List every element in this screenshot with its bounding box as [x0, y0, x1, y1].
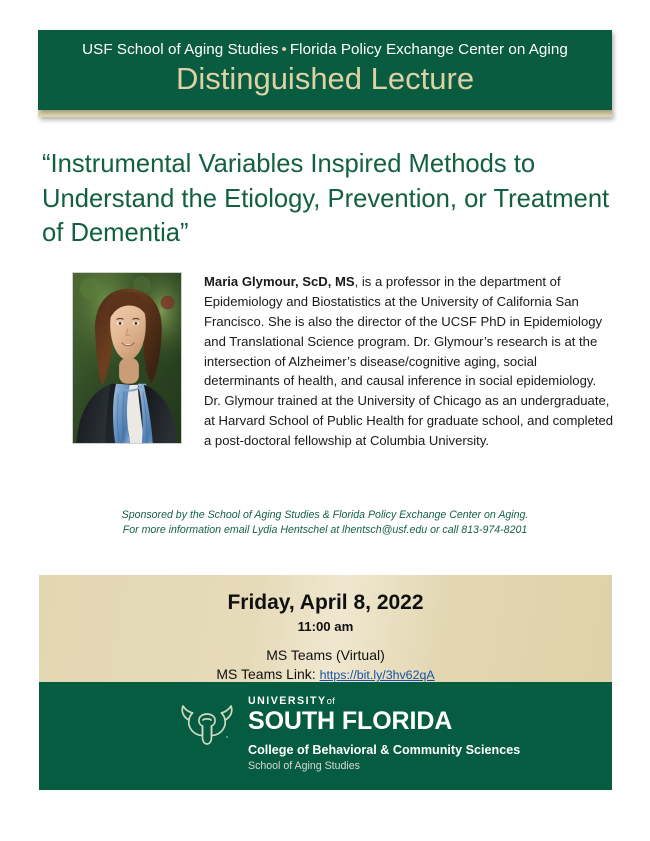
header-accent-rule: [38, 110, 612, 117]
of-word: of: [326, 696, 335, 707]
speaker-section: [72, 272, 617, 451]
event-platform: MS Teams (Virtual): [266, 646, 385, 663]
usf-branding: [179, 696, 520, 773]
sponsor-note: [0, 508, 650, 539]
speaker-bio-body: , is a professor in the department of Epidemiology and Biostatistics at the University of California San Francisco. She is also the director of the UCSF PhD in Epidemiology and Translational Science program. Dr. Glymour’s research is at the intersection of Alzheimer’s disease/cognitive aging, social determinants of health, and causal inference in social epidemiology. Dr. Glymour trained at the University of Chicago as an undergraduate, at Harvard School of Public Health for graduate school, and completed a post-doctoral fellowship at Columbia University.: [204, 274, 614, 449]
usf-wordmark: [248, 696, 520, 773]
header-org-right: Florida Policy Exchange Center on Aging: [289, 41, 568, 58]
college-name: College of Behavioral & Community Sciences: [248, 742, 521, 757]
header-org-left: USF School of Aging Studies: [82, 41, 279, 58]
ms-teams-link[interactable]: https://bit.ly/3hv62qA: [319, 668, 435, 683]
south-florida-wordmark: SOUTH FLORIDA: [248, 706, 453, 735]
header-green-band: [38, 30, 612, 110]
usf-footer: [39, 682, 612, 790]
speaker-bio: [204, 272, 614, 451]
university-word: UNIVERSITY: [248, 695, 327, 707]
event-time: 11:00 am: [297, 618, 354, 634]
sponsor-line-1: Sponsored by the School of Aging Studies & Florida Policy Exchange Center on Aging.: [121, 509, 529, 521]
bullet-separator-icon: •: [281, 41, 287, 58]
university-of-line: [248, 696, 520, 707]
school-name: School of Aging Studies: [248, 759, 360, 772]
event-date: Friday, April 8, 2022: [227, 591, 424, 614]
lecture-title: “Instrumental Variables Inspired Methods to Understand the Etiology, Prevention, or Treatment of Dementia”: [42, 150, 610, 248]
series-title: Distinguished Lecture: [175, 60, 475, 96]
event-link-label: MS Teams Link:: [216, 666, 316, 683]
speaker-name: Maria Glymour, ScD, MS: [204, 274, 355, 289]
speaker-portrait-photo: [72, 272, 182, 444]
usf-bull-logo-icon: [179, 700, 235, 746]
event-details-block: [39, 575, 612, 682]
header-organizations: [52, 40, 598, 60]
sponsor-line-2: For more information email Lydia Hentschel at lhentsch@usf.edu or call 813-974-8201: [122, 524, 528, 537]
event-link-row: [39, 666, 612, 684]
header-banner: [38, 30, 612, 117]
